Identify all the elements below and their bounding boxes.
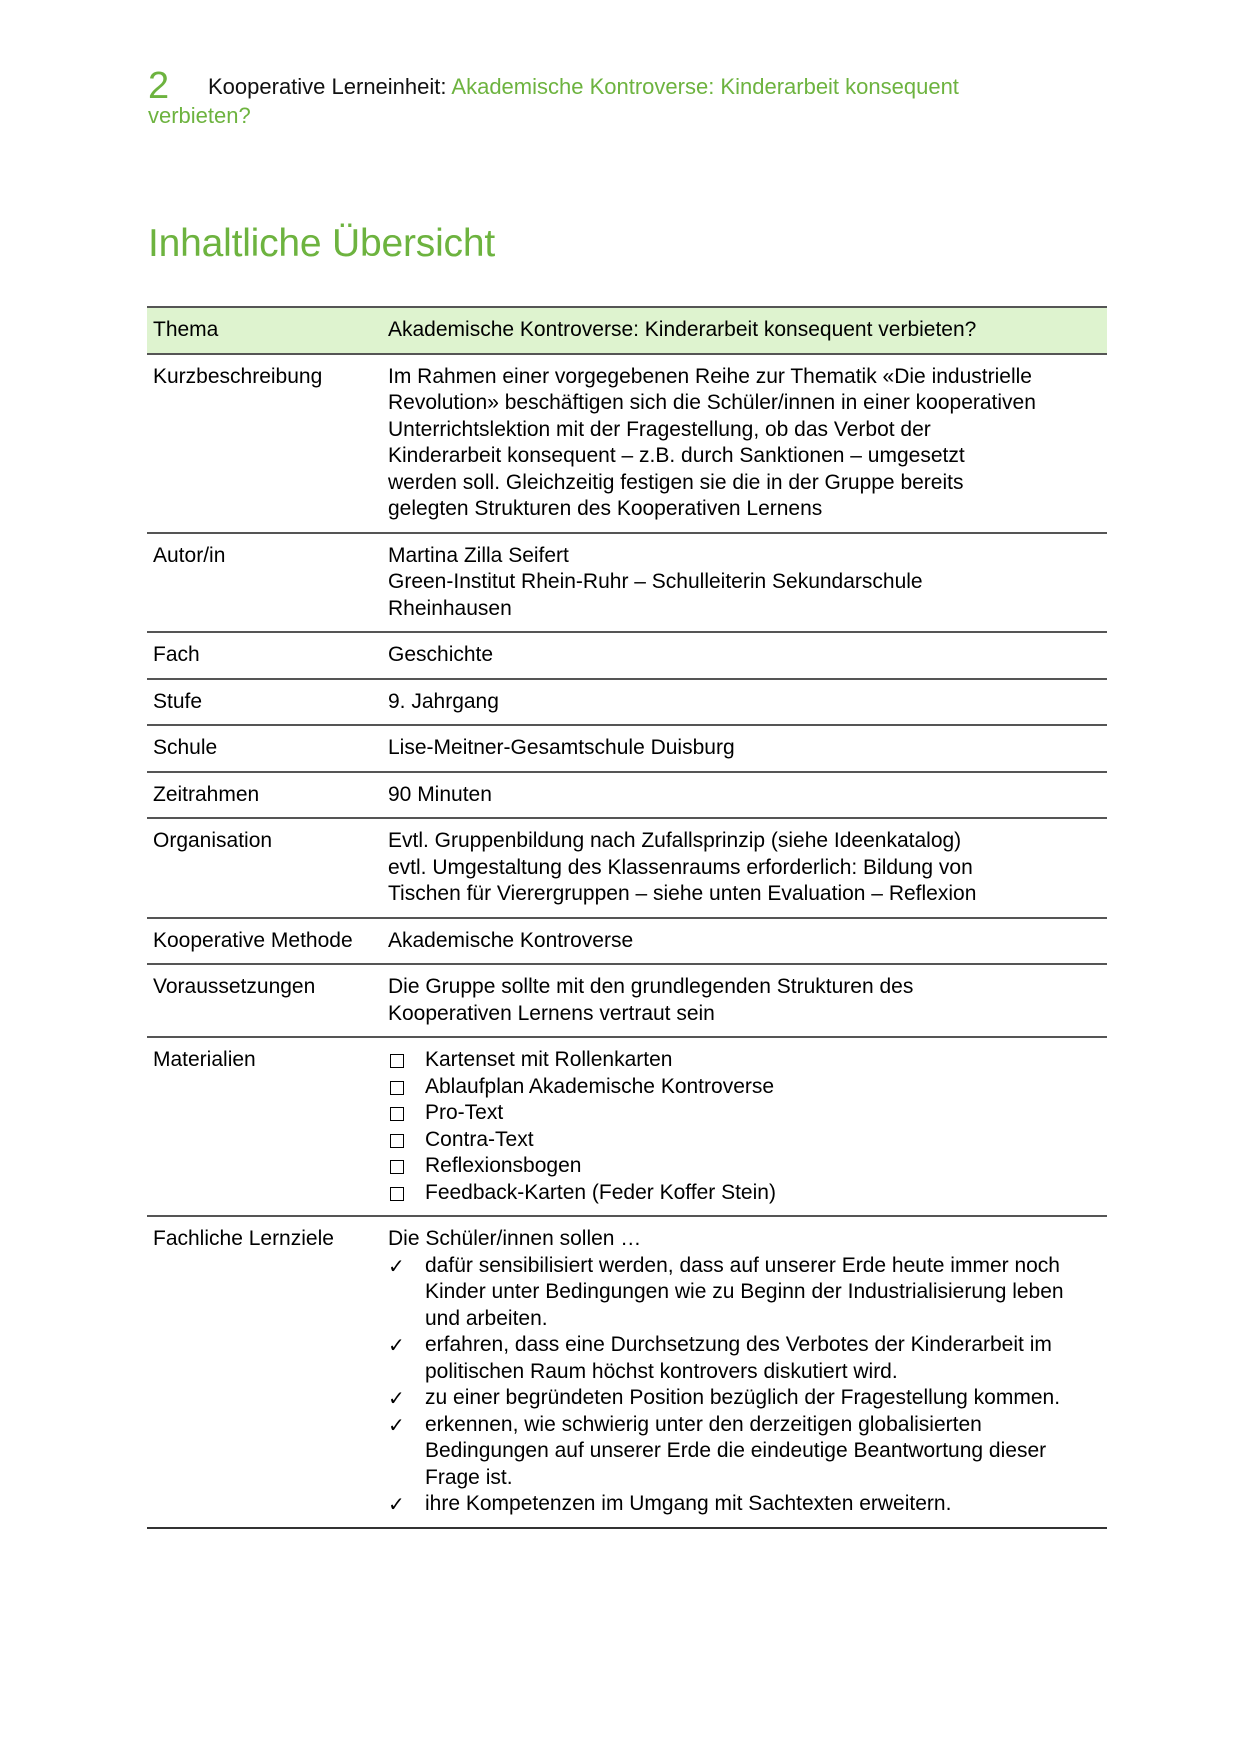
row-value: Geschichte [382,632,1107,679]
row-label: Thema [147,307,382,354]
text-line: Tischen für Vierergruppen – siehe unten Evaluation – Reflexion [388,882,977,905]
table-row-organisation [147,818,1107,918]
table-row-schule [147,725,1107,772]
row-label: Zeitrahmen [147,772,382,819]
row-value [382,1037,1107,1216]
row-value [382,354,1107,533]
checkmark-icon: ✓ [388,1412,405,1437]
list-item [388,1153,1101,1180]
row-label: Kurzbeschreibung [147,354,382,533]
text-line: Revolution» beschäftigen sich die Schüler/innen in einer kooperativen [388,391,1036,414]
text-line: Die Gruppe sollte mit den grundlegenden Strukturen des [388,975,914,998]
table-row-lernziele [147,1216,1107,1528]
table-row-thema [147,307,1107,354]
row-value [382,818,1107,918]
text-line: Im Rahmen einer vorgegebenen Reihe zur Thematik «Die industrielle [388,364,1032,388]
list-item [388,1253,1101,1333]
checkbox-icon[interactable] [390,1160,404,1174]
item-text: zu einer begründeten Position bezüglich der Fragestellung kommen. [425,1386,1061,1409]
item-text: Pro-Text [425,1101,504,1124]
checkbox-icon[interactable] [390,1134,404,1148]
list-item [388,1074,1101,1101]
list-item [388,1412,1101,1492]
item-text: erkennen, wie schwierig unter den derzeitigen globalisierten Bedingungen auf unserer Erde die eindeutige Beantwortung dieser Frage ist. [425,1412,1047,1489]
row-label: Organisation [147,818,382,918]
checkbox-icon[interactable] [390,1107,404,1121]
item-text: Ablaufplan Akademische Kontroverse [425,1074,775,1098]
checkmark-icon: ✓ [388,1492,405,1516]
table-row-methode [147,918,1107,965]
list-item [388,1047,1101,1074]
row-label: Materialien [147,1037,382,1216]
list-item [388,1491,1101,1518]
table-row-autor [147,533,1107,633]
list-item [388,1100,1101,1127]
row-value: 9. Jahrgang [382,679,1107,726]
text-line: Martina Zilla Seifert [388,543,569,567]
row-label: Kooperative Methode [147,918,382,965]
checkbox-icon[interactable] [390,1054,404,1068]
running-header [148,65,1028,130]
row-value [382,533,1107,633]
header-label: Kooperative Lerneinheit: [208,74,447,99]
text-line: evtl. Umgestaltung des Klassenraums erforderlich: Bildung von [388,855,973,879]
text-line: werden soll. Gleichzeitig festigen sie die in der Gruppe bereits [388,470,964,494]
item-text: dafür sensibilisiert werden, dass auf unserer Erde heute immer noch Kinder unter Bedingungen wie zu Beginn der Industrialisierung leben und arbeiten. [425,1253,1064,1330]
row-label: Stufe [147,679,382,726]
goals-intro: Die Schüler/innen sollen … [388,1227,642,1250]
row-label: Autor/in [147,533,382,633]
goals-list [388,1253,1101,1518]
list-item [388,1385,1101,1412]
checkbox-icon[interactable] [390,1187,404,1201]
table-row-kurzbeschreibung [147,354,1107,533]
row-value: Akademische Kontroverse [382,918,1107,965]
item-text: Kartenset mit Rollenkarten [425,1048,673,1071]
section-title: Inhaltliche Übersicht [148,222,495,265]
page-number: 2 [148,65,170,107]
checkmark-icon: ✓ [388,1253,405,1278]
row-label: Voraussetzungen [147,964,382,1037]
table-row-zeitrahmen [147,772,1107,819]
row-value [382,1216,1107,1528]
checkmark-icon: ✓ [388,1333,405,1357]
table-row-materialien [147,1037,1107,1216]
row-label: Fach [147,632,382,679]
row-value [382,964,1107,1037]
list-item [388,1332,1101,1385]
item-text: Reflexionsbogen [425,1154,582,1177]
row-value: Akademische Kontroverse: Kinderarbeit konsequent verbieten? [382,307,1107,354]
table-row-voraussetzungen [147,964,1107,1037]
item-text: erfahren, dass eine Durchsetzung des Verbotes der Kinderarbeit im politischen Raum höchst kontrovers diskutiert wird. [425,1333,1052,1383]
text-line: Evtl. Gruppenbildung nach Zufallsprinzip (siehe Ideenkatalog) [388,829,962,852]
text-line: Unterrichtslektion mit der Fragestellung, ob das Verbot der [388,417,931,441]
list-item [388,1127,1101,1154]
checkmark-icon: ✓ [388,1386,405,1410]
text-line: Rheinhausen [388,596,512,620]
header-title: Akademische Kontroverse: Kinderarbeit konsequent verbieten? [148,74,959,128]
text-line: Kinderarbeit konsequent – z.B. durch Sanktionen – umgesetzt [388,444,965,467]
item-text: Feedback-Karten (Feder Koffer Stein) [425,1180,776,1204]
table-row-fach [147,632,1107,679]
item-text: Contra-Text [425,1127,534,1151]
row-value: 90 Minuten [382,772,1107,819]
text-line: Kooperativen Lernens vertraut sein [388,1001,715,1025]
text-line: gelegten Strukturen des Kooperativen Lernens [388,497,823,520]
row-label: Schule [147,725,382,772]
row-value: Lise-Meitner-Gesamtschule Duisburg [382,725,1107,772]
materials-list [388,1047,1101,1206]
text-line: Green-Institut Rhein-Ruhr – Schulleiterin Sekundarschule [388,570,923,593]
table-row-stufe [147,679,1107,726]
row-label: Fachliche Lernziele [147,1216,382,1528]
item-text: ihre Kompetenzen im Umgang mit Sachtexten erweitern. [425,1492,952,1515]
list-item [388,1180,1101,1207]
checkbox-icon[interactable] [390,1081,404,1095]
overview-table [147,306,1107,1529]
